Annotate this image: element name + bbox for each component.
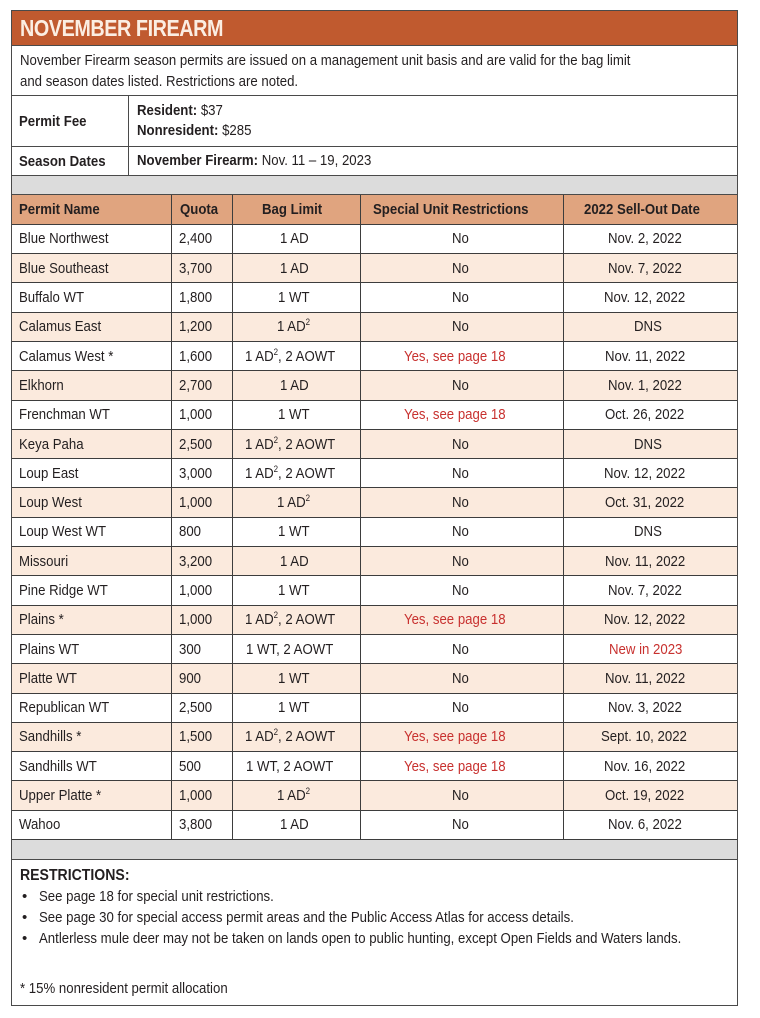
permit-name-cell: Keya Paha (12, 429, 171, 458)
table-header-row (12, 195, 737, 224)
header-quota: Quota (171, 195, 232, 224)
table-row (12, 664, 737, 693)
table-row (12, 810, 737, 839)
intro-line-2: and season dates listed. Restrictions are noted. (20, 73, 299, 90)
special-restriction-cell: No (360, 488, 563, 517)
permit-name-cell: Loup West (12, 488, 171, 517)
bag-limit-cell: 1 WT, 2 AOWT (232, 634, 360, 663)
sellout-date-cell: Nov. 16, 2022 (563, 752, 737, 781)
quota-cell: 3,800 (171, 810, 232, 839)
bag-limit-cell: 1 WT (232, 517, 360, 546)
special-restriction-cell: No (360, 547, 563, 576)
footnote-marker: 2 (305, 317, 311, 328)
quota-cell: 2,500 (171, 693, 232, 722)
footnote-marker: 2 (305, 786, 311, 797)
permit-name-cell: Elkhorn (12, 371, 171, 400)
permit-name-cell: Wahoo (12, 810, 171, 839)
permit-fee-label: Permit Fee (12, 96, 129, 146)
resident-fee-label: Resident: (137, 102, 198, 119)
table-row (12, 693, 737, 722)
table-row (12, 400, 737, 429)
bag-limit-cell: 1 WT (232, 664, 360, 693)
bag-limit-cell: 1 $AD^2$, 2 AOWT (232, 722, 360, 751)
table-row (12, 576, 737, 605)
bag-limit-cell: 1 AD (232, 810, 360, 839)
quota-cell: 1,000 (171, 576, 232, 605)
special-restriction-cell: No (360, 693, 563, 722)
sellout-date-cell: Nov. 12, 2022 (563, 283, 737, 312)
divider-band-top (12, 176, 737, 195)
permit-fee-values (129, 96, 737, 146)
permit-name-cell: Blue Northwest (12, 224, 171, 253)
footnote: * 15% nonresident permit allocation (20, 980, 228, 998)
special-restriction-cell: Yes, see page 18 (360, 605, 563, 634)
table-row (12, 752, 737, 781)
permit-name-cell: Frenchman WT (12, 400, 171, 429)
table-row (12, 781, 737, 810)
permit-name-cell: Platte WT (12, 664, 171, 693)
special-restriction-cell: Yes, see page 18 (360, 752, 563, 781)
season-dates-row (12, 147, 737, 176)
permit-name-cell: Upper Platte * (12, 781, 171, 810)
permit-name-cell: Blue Southeast (12, 254, 171, 283)
resident-fee-value: $37 (200, 102, 223, 119)
special-restriction-cell: No (360, 576, 563, 605)
restrictions-section (12, 860, 737, 1005)
header-sellout-date: 2022 Sell-Out Date (563, 195, 737, 224)
quota-cell: 300 (171, 634, 232, 663)
quota-cell: 1,000 (171, 488, 232, 517)
sellout-date-cell: Nov. 3, 2022 (563, 693, 737, 722)
special-restriction-cell: No (360, 517, 563, 546)
quota-cell: 3,000 (171, 459, 232, 488)
bag-limit-cell: 1 $AD^2$ (232, 312, 360, 341)
table-row (12, 283, 737, 312)
table-row (12, 341, 737, 370)
permit-name-cell: Sandhills WT (12, 752, 171, 781)
sellout-date-cell: Nov. 12, 2022 (563, 459, 737, 488)
quota-cell: 2,700 (171, 371, 232, 400)
permit-name-cell: Sandhills * (12, 722, 171, 751)
sellout-date-cell: DNS (563, 517, 737, 546)
sellout-date-cell: Nov. 11, 2022 (563, 341, 737, 370)
quota-cell: 1,200 (171, 312, 232, 341)
footnote-marker: 2 (273, 727, 278, 738)
nonresident-fee-label: Nonresident: (137, 122, 219, 139)
restriction-item: • Antlerless mule deer may not be taken on lands open to public hunting, except Open Fields and Waters lands. (20, 928, 729, 970)
quota-cell: 1,000 (171, 781, 232, 810)
bag-limit-cell: 1 $AD^2$, 2 AOWT (232, 429, 360, 458)
sellout-date-cell: Nov. 11, 2022 (563, 547, 737, 576)
sellout-date-cell: Nov. 1, 2022 (563, 371, 737, 400)
table-row (12, 429, 737, 458)
sellout-date-cell: Oct. 19, 2022 (563, 781, 737, 810)
season-dates-values (129, 147, 737, 175)
quota-cell: 3,200 (171, 547, 232, 576)
section-title: NOVEMBER FIREARM (20, 15, 224, 41)
special-restriction-cell: No (360, 634, 563, 663)
sellout-date-cell: Nov. 11, 2022 (563, 664, 737, 693)
quota-cell: 1,000 (171, 400, 232, 429)
sellout-date-cell: Oct. 31, 2022 (563, 488, 737, 517)
special-restriction-cell: No (360, 429, 563, 458)
footnote-marker: 2 (273, 346, 278, 357)
special-restriction-cell: No (360, 664, 563, 693)
sellout-date-cell: Sept. 10, 2022 (563, 722, 737, 751)
table-row (12, 605, 737, 634)
permit-name-cell: Missouri (12, 547, 171, 576)
restrictions-heading: RESTRICTIONS: (20, 867, 130, 885)
footnote-marker: 2 (273, 610, 278, 621)
quota-cell: 2,400 (171, 224, 232, 253)
special-restriction-cell: Yes, see page 18 (360, 722, 563, 751)
special-restriction-cell: No (360, 810, 563, 839)
bag-limit-cell: 1 WT (232, 693, 360, 722)
permit-name-cell: Plains WT (12, 634, 171, 663)
sellout-date-cell: Oct. 26, 2022 (563, 400, 737, 429)
restrictions-list (20, 886, 729, 970)
quota-cell: 1,500 (171, 722, 232, 751)
november-firearm-panel (11, 10, 738, 1006)
permit-name-cell: Buffalo WT (12, 283, 171, 312)
bag-limit-cell: 1 AD (232, 547, 360, 576)
season-range: Nov. 11 – 19, 2023 (261, 152, 372, 169)
bag-limit-cell: 1 $AD^2$, 2 AOWT (232, 605, 360, 634)
bag-limit-cell: 1 AD (232, 224, 360, 253)
bag-limit-cell: 1 WT, 2 AOWT (232, 752, 360, 781)
special-restriction-cell: No (360, 254, 563, 283)
footnote-marker: 2 (273, 434, 278, 445)
sellout-date-cell: Nov. 7, 2022 (563, 254, 737, 283)
special-restriction-cell: No (360, 371, 563, 400)
sellout-date-cell: New in 2023 (563, 634, 737, 663)
header-bag-limit: Bag Limit (232, 195, 360, 224)
special-restriction-cell: Yes, see page 18 (360, 341, 563, 370)
bag-limit-cell: 1 WT (232, 400, 360, 429)
special-restriction-cell: Yes, see page 18 (360, 400, 563, 429)
special-restriction-cell: No (360, 283, 563, 312)
quota-cell: 1,600 (171, 341, 232, 370)
permit-name-cell: Republican WT (12, 693, 171, 722)
table-row (12, 488, 737, 517)
sellout-date-cell: Nov. 12, 2022 (563, 605, 737, 634)
table-row (12, 459, 737, 488)
restriction-item: • See page 30 for special access permit areas and the Public Access Atlas for access details. (20, 907, 729, 928)
restriction-item: • See page 18 for special unit restrictions. (20, 886, 729, 907)
footnote-marker: 2 (305, 493, 311, 504)
header-special-restrictions: Special Unit Restrictions (360, 195, 563, 224)
bag-limit-cell: 1 $AD^2$, 2 AOWT (232, 341, 360, 370)
sellout-date-cell: DNS (563, 429, 737, 458)
intro-paragraph (12, 46, 737, 96)
permit-name-cell: Calamus East (12, 312, 171, 341)
permit-table (12, 195, 737, 840)
sellout-date-cell: Nov. 2, 2022 (563, 224, 737, 253)
special-restriction-cell: No (360, 312, 563, 341)
table-row (12, 722, 737, 751)
bag-limit-cell: 1 AD (232, 254, 360, 283)
table-row (12, 634, 737, 663)
table-row (12, 254, 737, 283)
quota-cell: 500 (171, 752, 232, 781)
header-permit-name: Permit Name (12, 195, 171, 224)
special-restriction-cell: No (360, 224, 563, 253)
special-restriction-cell: No (360, 781, 563, 810)
season-name: November Firearm: (137, 152, 259, 169)
table-row (12, 312, 737, 341)
footnote-marker: 2 (273, 463, 278, 474)
bag-limit-cell: 1 WT (232, 576, 360, 605)
permit-name-cell: Calamus West * (12, 341, 171, 370)
quota-cell: 1,000 (171, 605, 232, 634)
quota-cell: 800 (171, 517, 232, 546)
bag-limit-cell: 1 WT (232, 283, 360, 312)
section-title-bar (12, 11, 737, 46)
permit-name-cell: Pine Ridge WT (12, 576, 171, 605)
intro-line-1: November Firearm season permits are issued on a management unit basis and are valid for the bag limit (20, 52, 631, 69)
sellout-date-cell: DNS (563, 312, 737, 341)
special-restriction-cell: No (360, 459, 563, 488)
table-row (12, 224, 737, 253)
permit-name-cell: Loup West WT (12, 517, 171, 546)
permit-name-cell: Plains * (12, 605, 171, 634)
sellout-date-cell: Nov. 7, 2022 (563, 576, 737, 605)
quota-cell: 900 (171, 664, 232, 693)
permit-name-cell: Loup East (12, 459, 171, 488)
table-row (12, 547, 737, 576)
season-dates-label: Season Dates (12, 147, 129, 175)
divider-band-bottom (12, 840, 737, 860)
bag-limit-cell: 1 AD (232, 371, 360, 400)
table-row (12, 371, 737, 400)
bag-limit-cell: 1 $AD^2$ (232, 781, 360, 810)
sellout-date-cell: Nov. 6, 2022 (563, 810, 737, 839)
bag-limit-cell: 1 $AD^2$, 2 AOWT (232, 459, 360, 488)
permit-table-body (12, 224, 737, 839)
permit-fee-row (12, 96, 737, 147)
bag-limit-cell: 1 $AD^2$ (232, 488, 360, 517)
table-row (12, 517, 737, 546)
quota-cell: 3,700 (171, 254, 232, 283)
nonresident-fee-value: $285 (222, 122, 252, 139)
quota-cell: 2,500 (171, 429, 232, 458)
quota-cell: 1,800 (171, 283, 232, 312)
